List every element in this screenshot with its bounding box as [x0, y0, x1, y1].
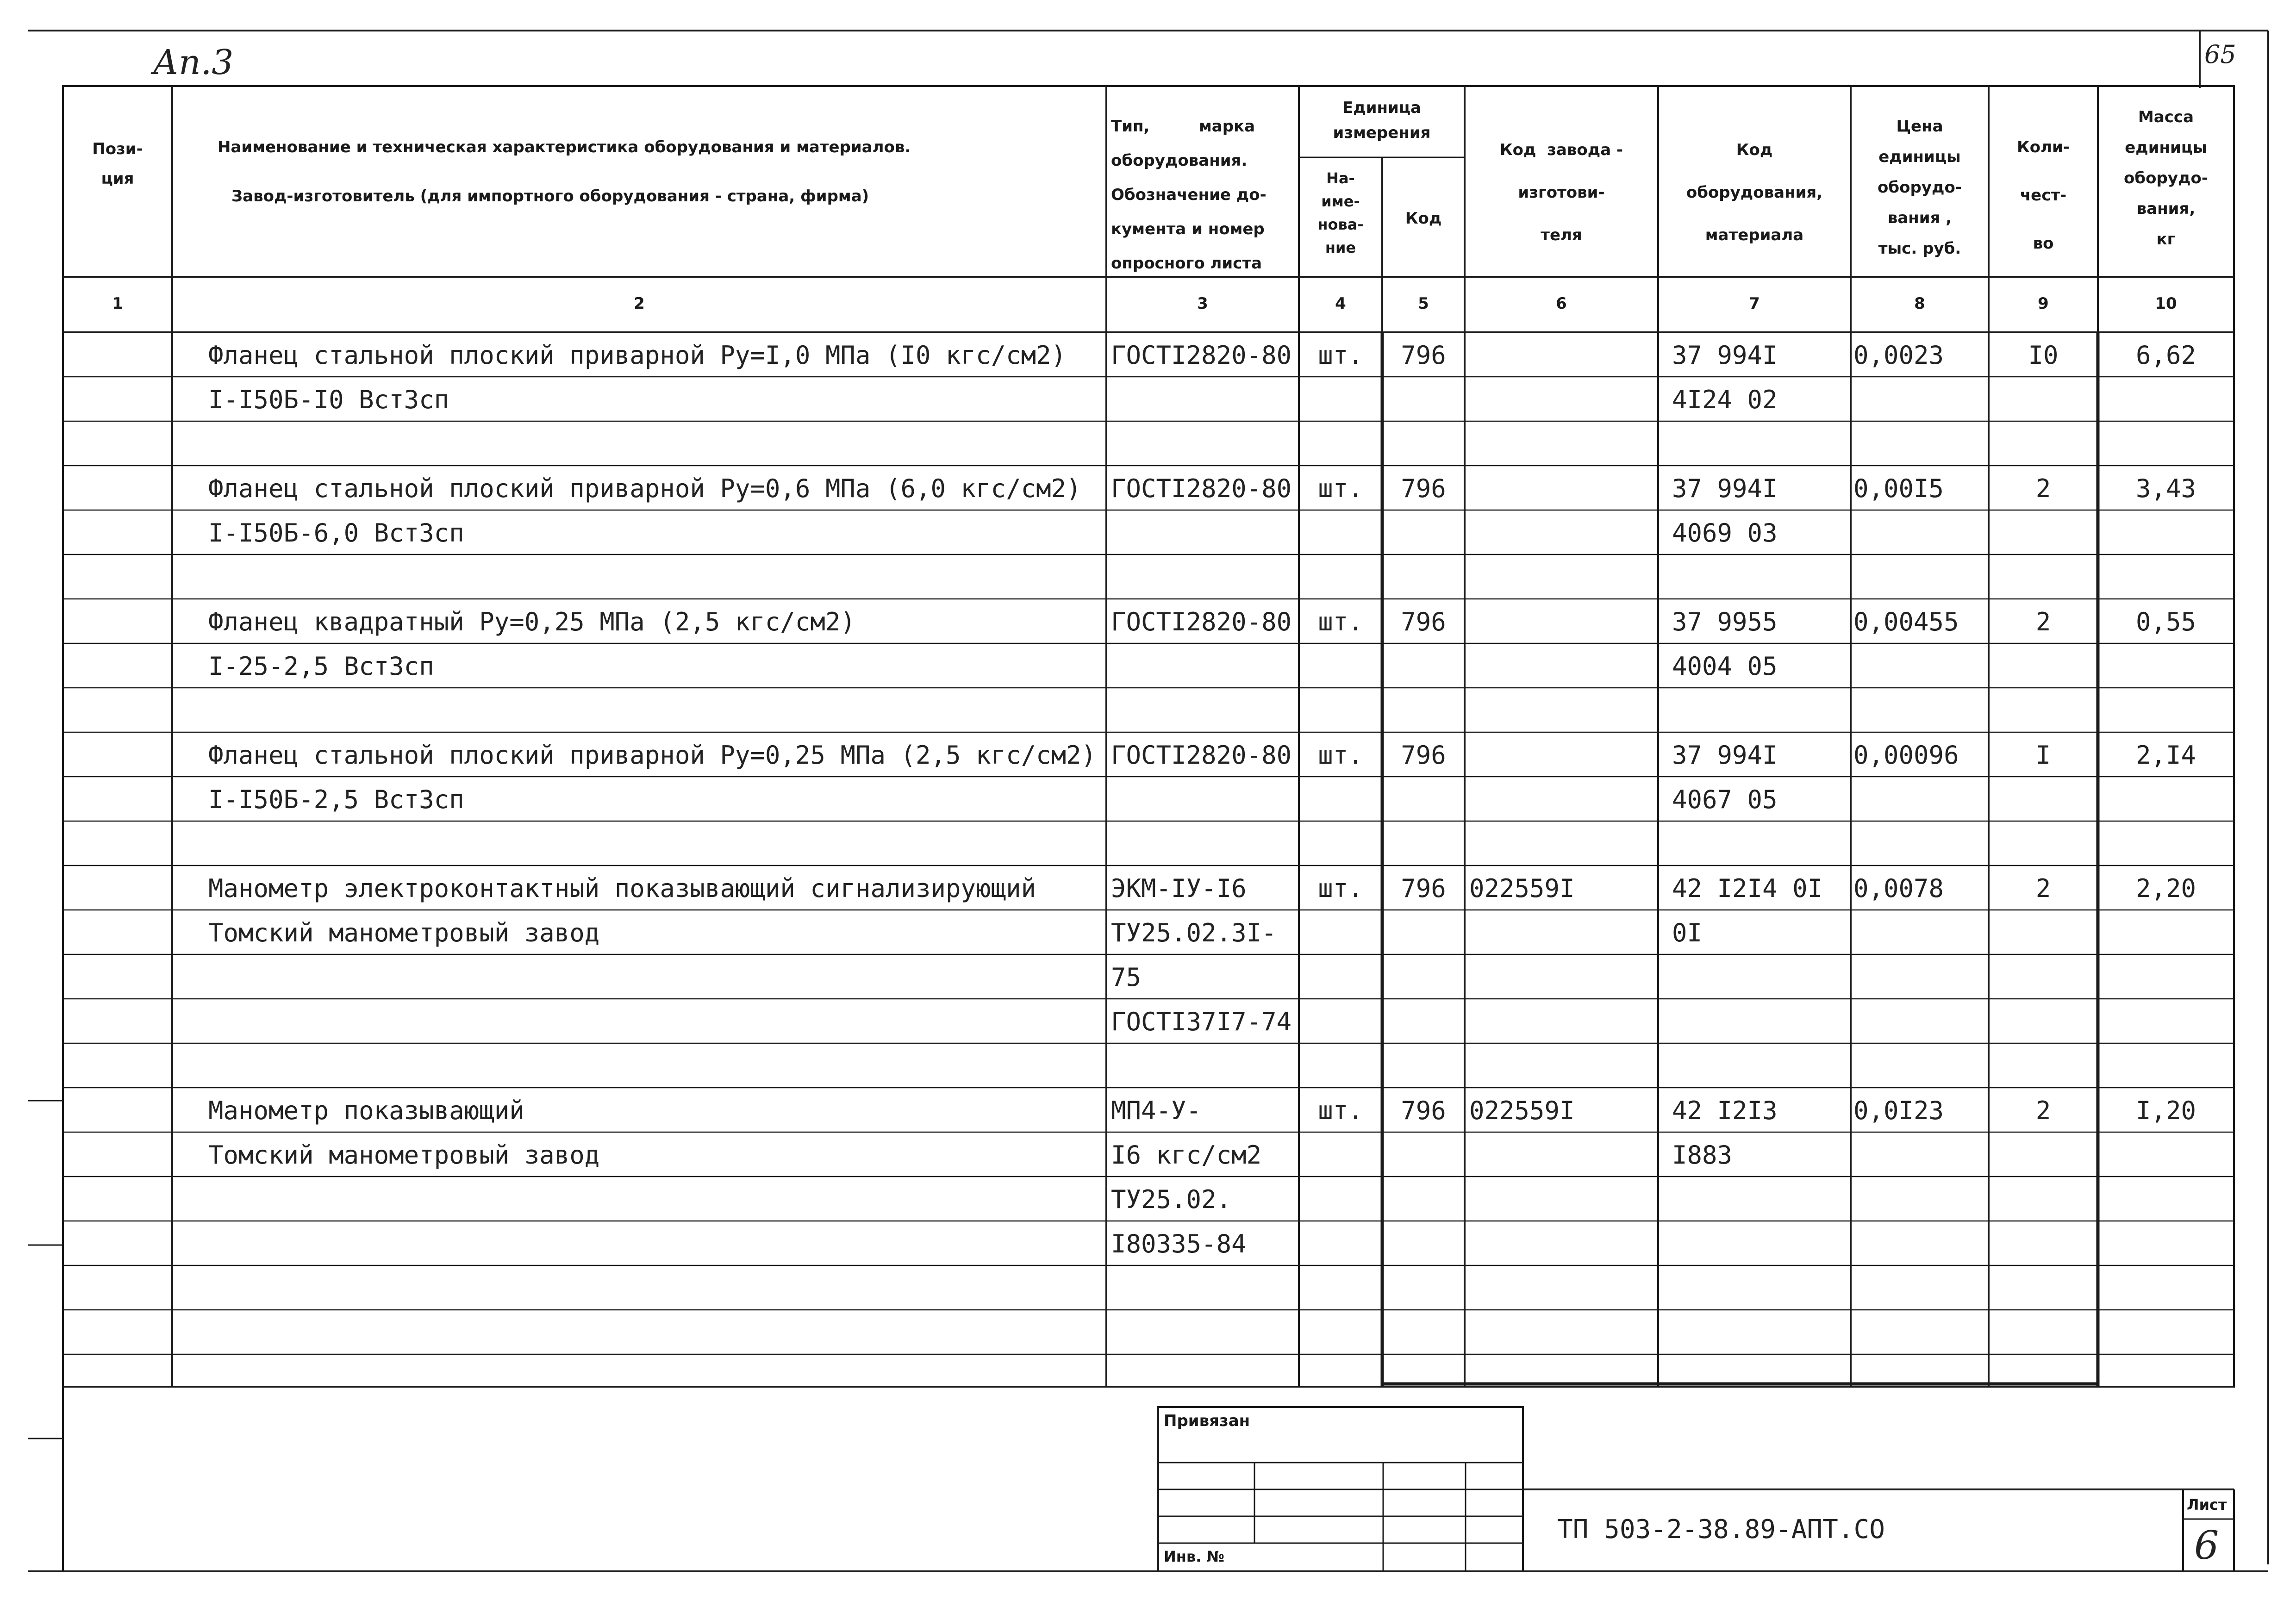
- column-number: 6: [1556, 294, 1567, 313]
- cell-price: 0,00I5: [1853, 474, 1944, 503]
- cell-unit-code: 796: [1401, 474, 1446, 503]
- cell-doc: ГОСТI37I7-74: [1111, 1007, 1292, 1036]
- column-number: 2: [634, 294, 645, 313]
- cell-qty: 2: [2035, 1096, 2051, 1125]
- cell-qty: I: [2035, 741, 2051, 770]
- cell-doc: МП4-У-: [1111, 1096, 1202, 1125]
- stamp-attached-label: Привязан: [1164, 1412, 1250, 1430]
- header-type-doc: Тип, марка оборудования. Обозначение до- кумента и номер опросного листа: [1111, 117, 1267, 273]
- cell-mass: 3,43: [2135, 474, 2196, 503]
- cell-name: Фланец квадратный Ру=0,25 МПа (2,5 кгс/см2): [208, 607, 855, 636]
- cell-name: Фланец стальной плоский приварной Ру=0,25 МПа (2,5 кгс/см2): [208, 741, 1097, 770]
- cell-doc: ГОСТI2820-80: [1111, 341, 1292, 370]
- cell-unit-code: 796: [1401, 741, 1446, 770]
- cell-name: I-25-2,5 ВстЗсп: [208, 652, 434, 681]
- cell-code: 37 994I: [1672, 341, 1778, 370]
- cell-mass: 2,I4: [2135, 741, 2196, 770]
- cell-name: Манометр электроконтактный показывающий сигнализирующий: [208, 874, 1036, 903]
- cell-unit: шт.: [1318, 607, 1363, 636]
- cell-price: 0,00096: [1853, 741, 1959, 770]
- cell-qty: 2: [2035, 607, 2051, 636]
- cell-mass: 0,55: [2135, 607, 2196, 636]
- header-unit-name: На- име- нова- ние: [1317, 169, 1364, 256]
- cell-name: Манометр показывающий: [208, 1096, 524, 1125]
- page-number: 65: [2204, 40, 2236, 69]
- cell-name: Фланец стальной плоский приварной Ру=I,0 МПа (I0 кгс/см2): [208, 341, 1067, 370]
- cell-unit-code: 796: [1401, 874, 1446, 903]
- cell-doc: ТУ25.02.3I-: [1111, 918, 1277, 947]
- header-unit-price: Цена единицы оборудо- вания , тыс. руб.: [1878, 117, 1962, 258]
- cell-code: 37 9955: [1672, 607, 1778, 636]
- document-code: ТП 503-2-38.89-АПТ.СО: [1557, 1514, 1885, 1544]
- cell-price: 0,0078: [1853, 874, 1944, 903]
- cell-doc: ГОСТI2820-80: [1111, 474, 1292, 503]
- cell-unit: шт.: [1318, 874, 1363, 903]
- cell-qty: 2: [2035, 874, 2051, 903]
- cell-doc: ЭКМ-IУ-I6: [1111, 874, 1247, 903]
- column-number: 4: [1335, 294, 1346, 313]
- cell-doc: ТУ25.02.: [1111, 1185, 1232, 1214]
- cell-name: Фланец стальной плоский приварной Ру=0,6 МПа (6,0 кгс/см2): [208, 474, 1081, 503]
- header-position: Пози- ция: [92, 140, 143, 188]
- cell-price: 0,0023: [1853, 341, 1944, 370]
- sheet-note: Ап.3: [153, 43, 234, 82]
- column-number: 9: [2038, 294, 2049, 313]
- header-unit-mass: Масса единицы оборудо- вания, кг: [2124, 108, 2208, 249]
- cell-code: 4069 03: [1672, 518, 1778, 548]
- header-name-line1: Наименование и техническая характеристика оборудования и материалов.: [218, 138, 911, 156]
- cell-name: Томский манометровый завод: [208, 918, 600, 947]
- column-number: 10: [2155, 294, 2177, 313]
- cell-factory: 022559I: [1469, 874, 1575, 903]
- cell-name: I-I50Б-6,0 ВстЗсп: [208, 518, 464, 548]
- sheet-label: Лист: [2187, 1496, 2227, 1513]
- cell-code: 42 I2I3: [1672, 1096, 1778, 1125]
- cell-mass: 2,20: [2135, 874, 2196, 903]
- sheet-number: 6: [2194, 1523, 2219, 1568]
- cell-code: I883: [1672, 1140, 1733, 1170]
- cell-qty: 2: [2035, 474, 2051, 503]
- header-factory-code: Код завода - изготови- теля: [1499, 141, 1623, 244]
- cell-name: Томский манометровый завод: [208, 1140, 600, 1170]
- header-equipment-code: Код оборудования, материала: [1686, 141, 1823, 244]
- cell-code: 4067 05: [1672, 785, 1778, 814]
- cell-unit: шт.: [1318, 474, 1363, 503]
- cell-mass: I,20: [2135, 1096, 2196, 1125]
- cell-doc: I6 кгс/см2: [1111, 1140, 1262, 1170]
- cell-qty: I0: [2028, 341, 2059, 370]
- cell-doc: ГОСТI2820-80: [1111, 741, 1292, 770]
- cell-price: 0,00455: [1853, 607, 1959, 636]
- header-name-line2: Завод-изготовитель (для импортного оборудования - страна, фирма): [231, 187, 869, 206]
- cell-unit: шт.: [1318, 1096, 1363, 1125]
- cell-code: 0I: [1672, 918, 1703, 947]
- column-number: 3: [1197, 294, 1208, 313]
- cell-code: 4004 05: [1672, 652, 1778, 681]
- cell-doc: 75: [1111, 963, 1142, 992]
- cell-unit-code: 796: [1401, 341, 1446, 370]
- cell-unit-code: 796: [1401, 607, 1446, 636]
- cell-unit-code: 796: [1401, 1096, 1446, 1125]
- stamp-inventory-label: Инв. №: [1164, 1548, 1224, 1565]
- column-number: 8: [1914, 294, 1925, 313]
- cell-doc: I80335-84: [1111, 1229, 1247, 1258]
- column-number: 7: [1749, 294, 1760, 313]
- cell-code: 37 994I: [1672, 741, 1778, 770]
- header-quantity: Коли- чест- во: [2017, 138, 2070, 253]
- header-unit-group: Единица измерения: [1333, 99, 1431, 142]
- cell-unit: шт.: [1318, 341, 1363, 370]
- cell-unit: шт.: [1318, 741, 1363, 770]
- cell-doc: ГОСТI2820-80: [1111, 607, 1292, 636]
- cell-price: 0,0I23: [1853, 1096, 1944, 1125]
- header-unit-code: Код: [1405, 209, 1442, 228]
- cell-code: 4I24 02: [1672, 385, 1778, 414]
- column-number: 5: [1418, 294, 1429, 313]
- cell-code: 37 994I: [1672, 474, 1778, 503]
- cell-code: 42 I2I4 0I: [1672, 874, 1823, 903]
- cell-mass: 6,62: [2135, 341, 2196, 370]
- cell-factory: 022559I: [1469, 1096, 1575, 1125]
- column-number: 1: [112, 294, 123, 313]
- stamp-lines: [1158, 1407, 2234, 1571]
- cell-name: I-I50Б-I0 ВстЗсп: [208, 385, 449, 414]
- cell-name: I-I50Б-2,5 ВстЗсп: [208, 785, 464, 814]
